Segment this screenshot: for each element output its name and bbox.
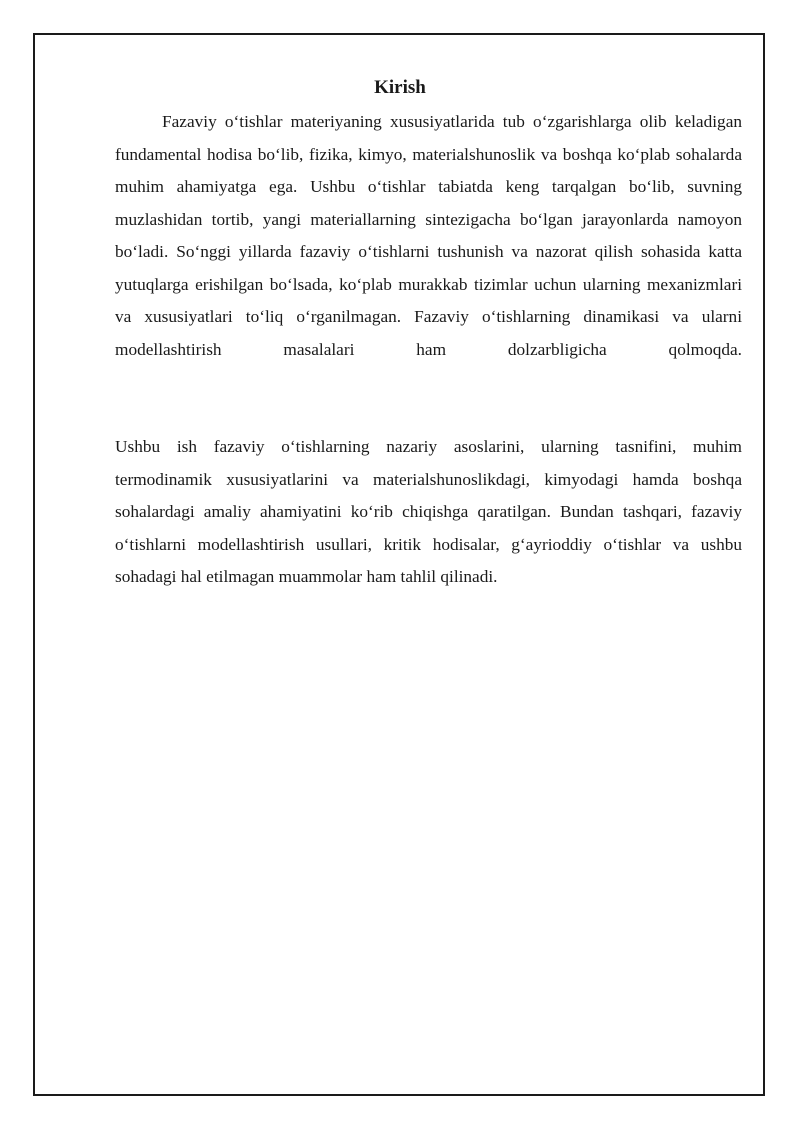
page-title: Kirish [374,77,426,98]
intro-paragraph-2: Ushbu ish fazaviy o‘tishlarning nazariy asoslarini, ularning tasnifini, muhim termodinamik xususiyatlarini va materialshunoslikdagi, kimyodagi hamda boshqa sohalardagi amaliy ahamiyatini ko‘rib chiqishga qaratilgan. Bundan tashqari, fazaviy o‘tishlarni modellashtirish usullari, kritik hodisalar, g‘ayrioddiy o‘tishlar va ushbu sohadagi hal etilmagan muammolar ham tahlil qilinadi. [115,437,742,586]
intro-paragraph-1: Fazaviy o‘tishlar materiyaning xususiyatlarida tub o‘zgarishlarga olib keladigan fundamental hodisa bo‘lib, fizika, kimyo, materialshunoslik va boshqa ko‘plab sohalarda muhim ahamiyatga ega. Ushbu o‘tishlar tabiatda keng tarqalgan bo‘lib, suvning muzlashidan tortib, yangi materiallarning sintezigacha bo‘lgan jarayonlarda namoyon bo‘ladi. So‘nggi yillarda fazaviy o‘tishlarni tushunish va nazorat qilish sohasida katta yutuqlarga erishilgan bo‘lsada, ko‘plab murakkab tizimlar uchun ularning mexanizmlari va xususiyatlari to‘liq o‘rganilmagan. Fazaviy o‘tishlarning dinamikasi va ularni modellashtirish masalalari ham dolzarbligicha qolmoqda. [115,112,742,359]
